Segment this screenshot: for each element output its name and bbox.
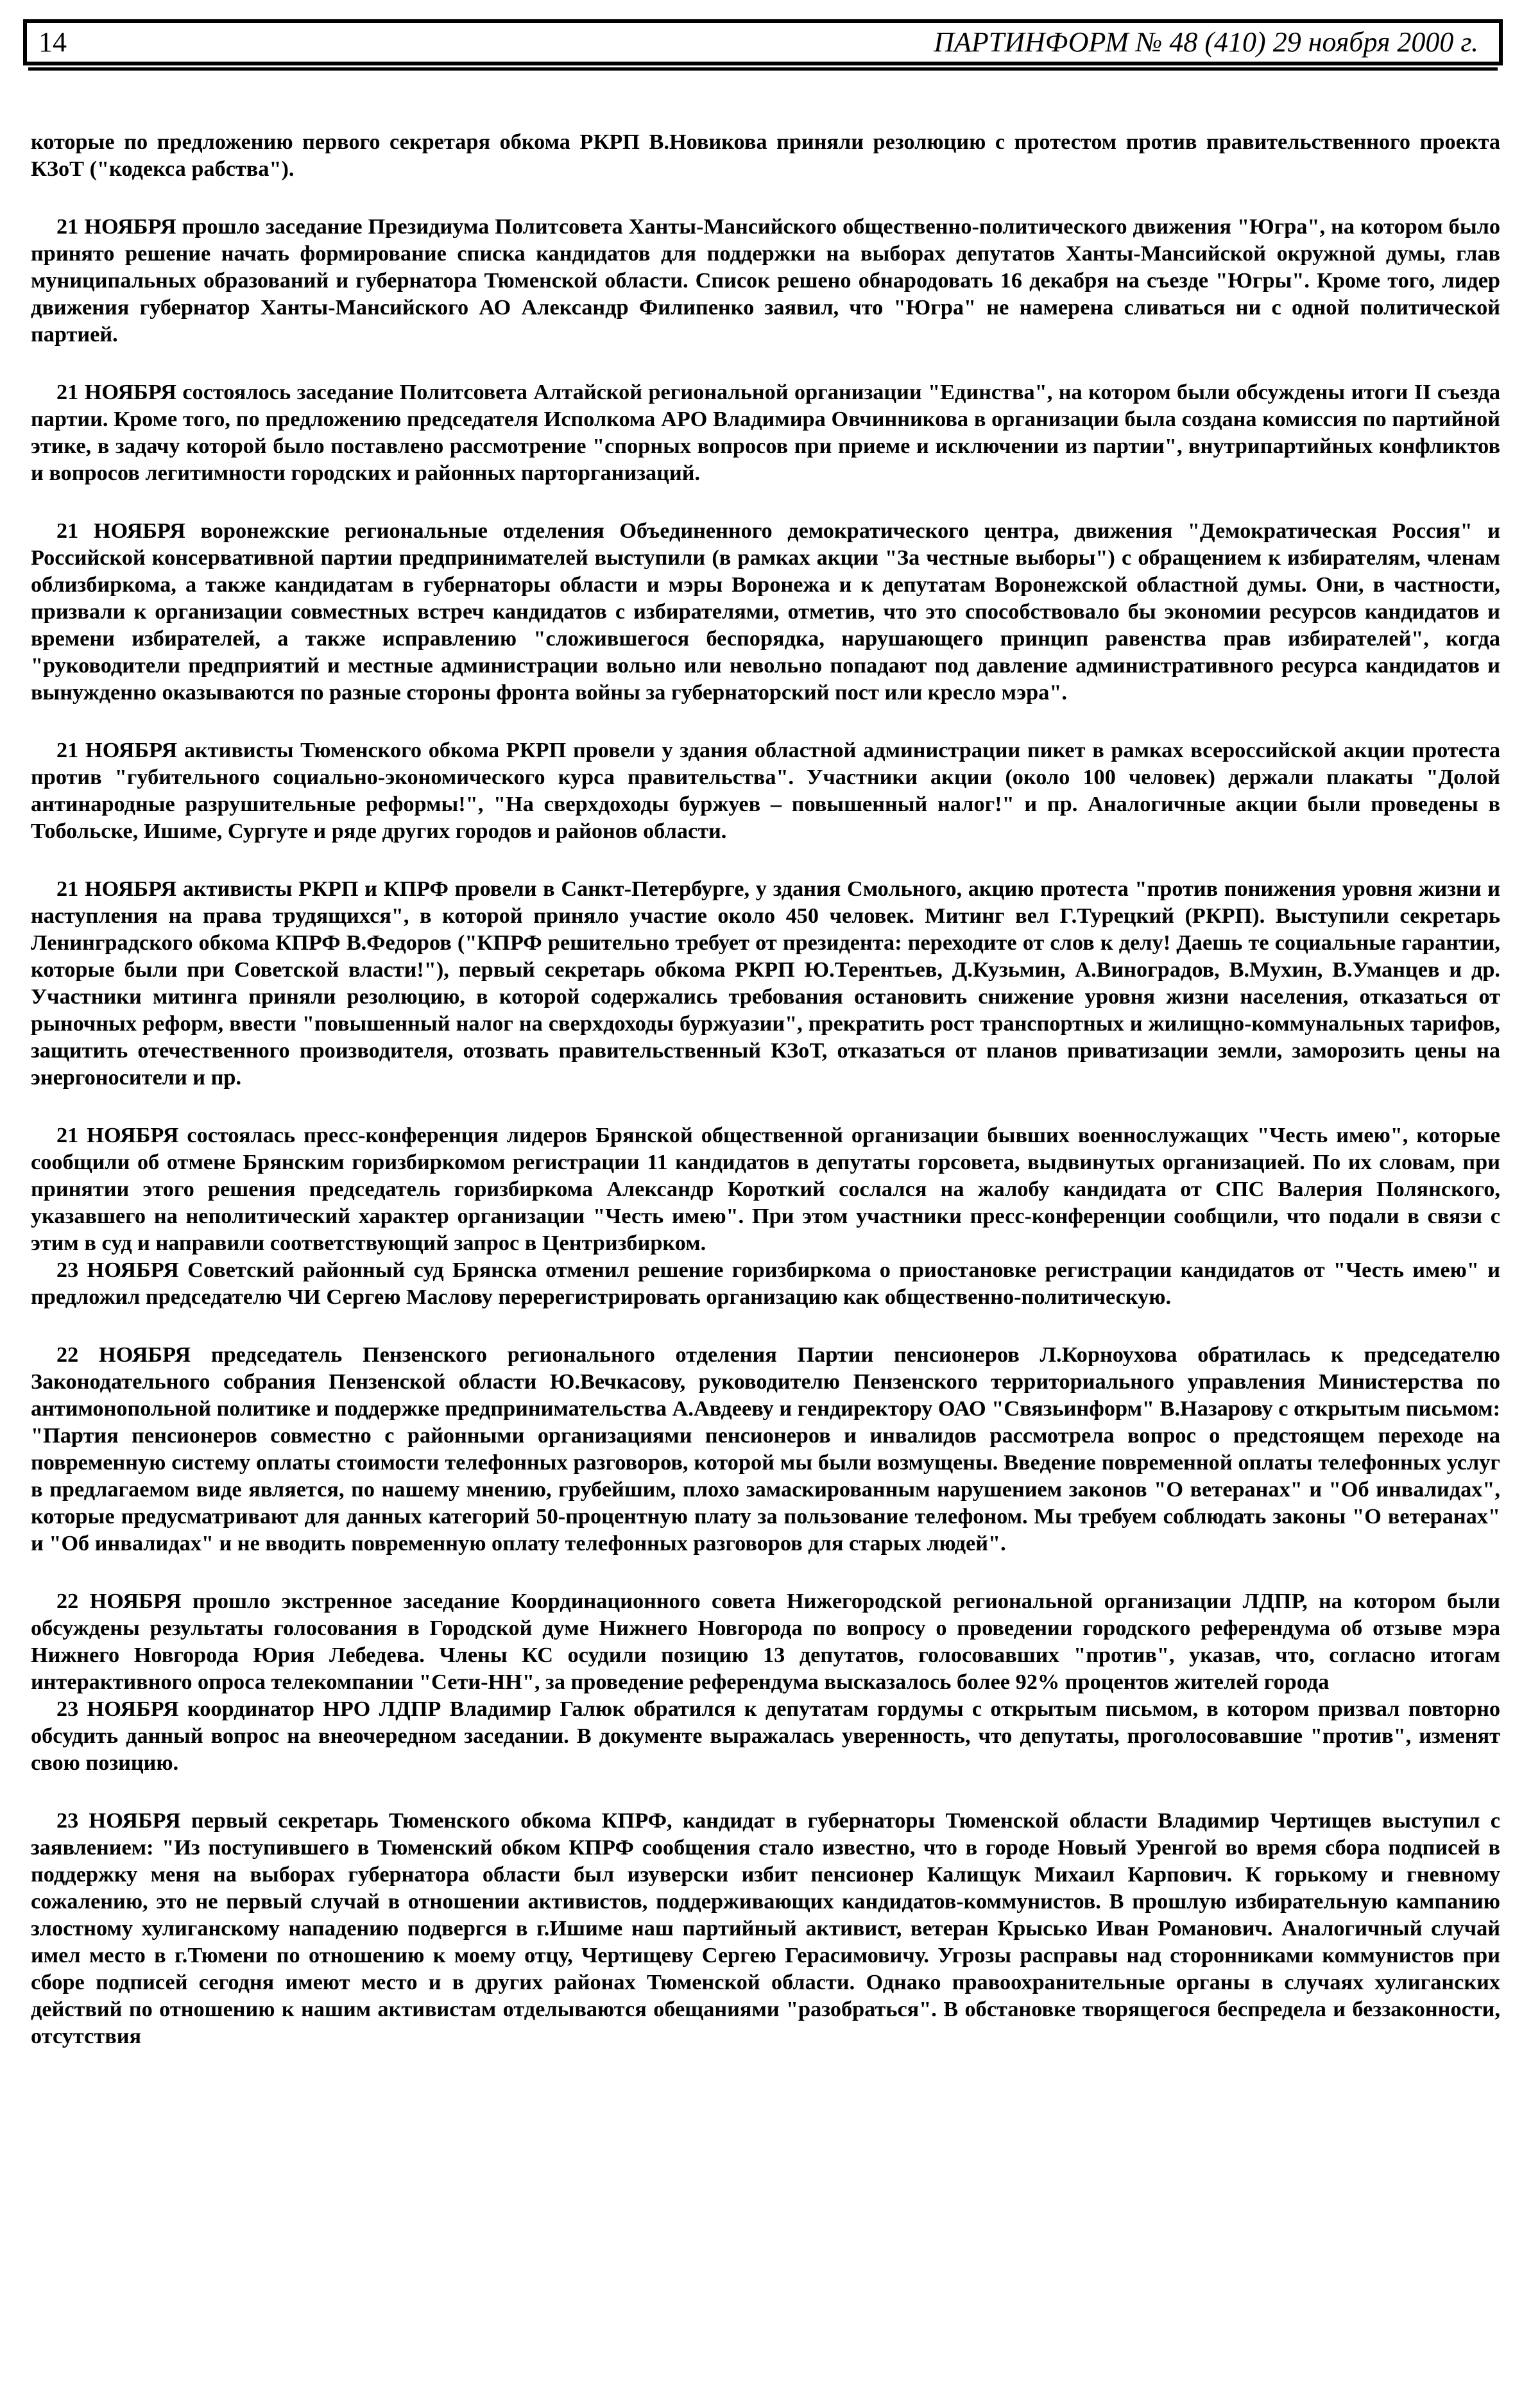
article-paragraph: которые по предложению первого секретаря обкома РКРП В.Новикова приняли резолюцию с протестом против правительственного проекта КЗоТ ("кодекса рабства").	[31, 130, 1500, 181]
page-number: 14	[38, 26, 67, 58]
article-paragraph: 21 НОЯБРЯ активисты Тюменского обкома РКРП провели у здания областной администрации пикет в рамках всероссийской акции протеста против "губительного социально-экономического курса правительства". Участники акции (около 100 человек) держали плакаты "Долой антинародные разрушительные реформы!", "На сверхдоходы буржуев – повышенный налог!" и пр. Аналогичные акции были проведены в Тобольске, Ишиме, Сургуте и ряде других городов и районов области.	[31, 738, 1500, 843]
article-paragraph: 21 НОЯБРЯ прошло заседание Президиума Политсовета Ханты-Мансийского общественно-политического движения "Югра", на котором было принято решение начать формирование списка кандидатов для поддержки на выборах депутатов Ханты-Мансийской окружной думы, глав муниципальных образований и губернатора Тюменской области. Список решено обнародовать 16 декабря на съезде "Югры". Кроме того, лидер движения губернатор Ханты-Мансийского АО Александр Филипенко заявил, что "Югра" не намерена сливаться ни с одной политической партией.	[31, 214, 1500, 347]
article-paragraph: 23 НОЯБРЯ координатор НРО ЛДПР Владимир Галюк обратился к депутатам гордумы с открытым письмом, в котором призвал повторно обсудить данный вопрос на внеочередном заседании. В документе выражалась уверенность, что депутаты, проголосовавшие "против", изменят свою позицию.	[31, 1697, 1500, 1775]
article-paragraph: 23 НОЯБРЯ Советский районный суд Брянска отменил решение горизбиркома о приостановке регистрации кандидатов от "Честь имею" и предложил председателю ЧИ Сергею Маслову перерегистрировать организацию как общественно-политическую.	[31, 1258, 1500, 1309]
article-paragraph: 22 НОЯБРЯ прошло экстренное заседание Координационного совета Нижегородской региональной организации ЛДПР, на котором были обсуждены результаты голосования в Городской думе Нижнего Новгорода по вопросу о проведении городского референдума об отзыве мэра Нижнего Новгорода Юрия Лебедева. Члены КС осудили позицию 13 депутатов, голосовавших "против", указав, что, согласно итогам интерактивного опроса телекомпании "Сети-НН", за проведение референдума высказалось более 92% процентов жителей города	[31, 1589, 1500, 1694]
article-paragraph: 21 НОЯБРЯ состоялось заседание Политсовета Алтайской региональной организации "Единства", на котором были обсуждены итоги II съезда партии. Кроме того, по предложению председателя Исполкома АРО Владимира Овчинникова в организации была создана комиссия по партийной этике, в задачу которой было поставлено рассмотрение "спорных вопросов при приеме и исключении из партии", внутрипартийных конфликтов и вопросов легитимности городских и районных парторганизаций.	[31, 380, 1500, 485]
article-body	[31, 128, 1500, 2050]
article-paragraph: 23 НОЯБРЯ первый секретарь Тюменского обкома КПРФ, кандидат в губернаторы Тюменской области Владимир Чертищев выступил с заявлением: "Из поступившего в Тюменский обком КПРФ сообщения стало известно, что в городе Новый Уренгой во время сбора подписей в поддержку меня на выборах губернатора области был изуверски избит пенсионер Калищук Михаил Карпович. К горькому и гневному сожалению, это не первый случай в отношении активистов, поддерживающих кандидатов-коммунистов. В прошлую избирательную кампанию злостному хулиганскому нападению подвергся в г.Ишиме наш партийный активист, ветеран Крысько Иван Романович. Аналогичный случай имел место в г.Тюмени по отношению к моему отцу, Чертищеву Сергею Герасимовичу. Угрозы расправы над сторонниками коммунистов при сборе подписей сегодня имеют место и в других районах Тюменской области. Однако правоохранительные органы в случаях хулиганских действий по отношению к нашим активистам отделываются обещаниями "разобраться". В обстановке творящегося беспредела и беззаконности, отсутствия	[31, 1808, 1500, 2048]
publication-masthead: ПАРТИНФОРМ № 48 (410) 29 ноября 2000 г.	[934, 26, 1478, 58]
article-paragraph: 21 НОЯБРЯ воронежские региональные отделения Объединенного демократического центра, движения "Демократическая Россия" и Российской консервативной партии предпринимателей выступили (в рамках акции "За честные выборы") с обращением к избирателям, членам облизбиркома, а также кандидатам в губернаторы области и мэры Воронежа и к депутатам Воронежской областной думы. Они, в частности, призвали к организации совместных встреч кандидатов с избирателями, отметив, что это способствовало бы экономии ресурсов кандидатов и времени избирателей, а также исправлению "сложившегося беспорядка, нарушающего принцип равенства прав избирателей", когда "руководители предприятий и местные администрации вольно или невольно попадают под давление административного ресурса кандидатов и вынужденно оказываются по разные стороны фронта войны за губернаторский пост или кресло мэра".	[31, 518, 1500, 705]
article-paragraph: 21 НОЯБРЯ активисты РКРП и КПРФ провели в Санкт-Петербурге, у здания Смольного, акцию протеста "против понижения уровня жизни и наступления на права трудящихся", в которой приняло участие около 450 человек. Митинг вел Г.Турецкий (РКРП). Выступили секретарь Ленинградского обкома КПРФ В.Федоров ("КПРФ решительно требует от президента: переходите от слов к делу! Даешь те социальные гарантии, которые были при Советской власти!"), первый секретарь обкома РКРП Ю.Терентьев, Д.Кузьмин, А.Виноградов, В.Мухин, В.Уманцев и др. Участники митинга приняли резолюцию, в которой содержались требования остановить снижение уровня жизни населения, отказаться от рыночных реформ, ввести "повышенный налог на сверхдоходы буржуазии", прекратить рост транспортных и жилищно-коммунальных тарифов, защитить отечественного производителя, отозвать правительственный КЗоТ, отказаться от планов приватизации земли, заморозить цены на энергоносители и пр.	[31, 877, 1500, 1090]
article-paragraph: 22 НОЯБРЯ председатель Пензенского регионального отделения Партии пенсионеров Л.Корноухова обратилась к председателю Законодательного собрания Пензенской области Ю.Вечкасову, руководителю Пензенского территориального управления Министерства по антимонопольной политике и поддержке предпринимательства А.Авдееву и гендиректору ОАО "Связьинформ" В.Назарову с открытым письмом: "Партия пенсионеров совместно с районными организациями пенсионеров и инвалидов рассмотрела вопрос о предстоящем переходе на повременную систему оплаты стоимости телефонных разговоров, которой мы были возмущены. Введение повременной оплаты телефонных услуг в предлагаемом виде является, по нашему мнению, грубейшим, плохо замаскированным нарушением законов "О ветеранах" и "Об инвалидах", которые предусматривают для данных категорий 50-процентную плату за пользование телефоном. Мы требуем соблюдать законы "О ветеранах" и "Об инвалидах" и не вводить повременную оплату телефонных разговоров для старых людей".	[31, 1342, 1500, 1555]
article-paragraph: 21 НОЯБРЯ состоялась пресс-конференция лидеров Брянской общественной организации бывших военнослужащих "Честь имею", которые сообщили об отмене Брянским горизбиркомом регистрации 11 кандидатов в депутаты горсовета, выдвинутых организацией. По их словам, при принятии этого решения председатель горизбиркома Александр Короткий сослался на жалобу кандидата от СПС Валерия Полянского, указавшего на неполитический характер организации "Честь имею". При этом участники пресс-конференции сообщили, что подали в связи с этим в суд и направили соответствующий запрос в Центризбирком.	[31, 1123, 1500, 1255]
page-header	[23, 19, 1503, 65]
